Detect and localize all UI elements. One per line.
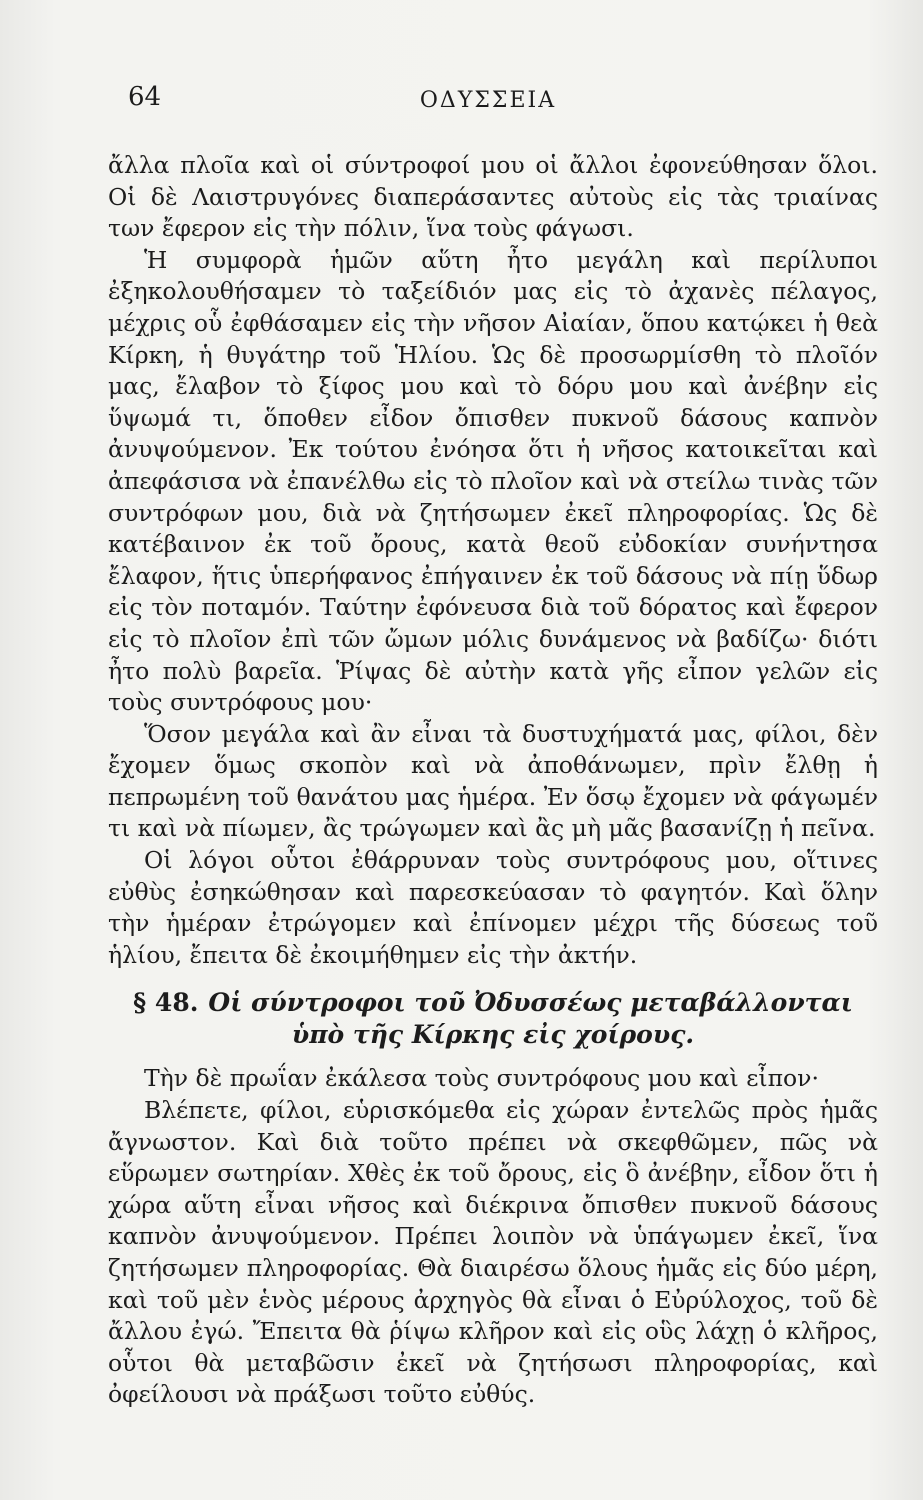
running-head: ΟΔΥΣΣΕΙΑ [419, 88, 557, 113]
paragraph-5: Τὴν δὲ πρωΐαν ἐκάλεσα τοὺς συντρόφους μου καὶ εἶπον· [144, 1064, 819, 1093]
section-heading [108, 987, 878, 1051]
section-number: § 48. [133, 988, 199, 1018]
page-header [108, 82, 868, 118]
page-number: 64 [128, 82, 162, 112]
section-title: Οἱ σύντροφοι τοῦ Ὀδυσσέως μεταβάλλονται ὑπὸ τῆς Κίρκης εἰς χοίρους. [208, 988, 853, 1050]
paragraph-4: Οἱ λόγοι οὗτοι ἐθάρρυναν τοὺς συντρόφους μου, οἵτινες εὐθὺς ἐσηκώθησαν καὶ παρεσκεύασαν τὸ φαγητόν. Καὶ ὅλην τὴν ἡμέραν ἐτρώγομεν καὶ ἐπίνομεν μέχρι τῆς δύσεως τοῦ ἡλίου, ἔπειτα δὲ ἐκοιμήθημεν εἰς τὴν ἀκτήν. [108, 846, 878, 969]
paragraph-3: Ὅσον μεγάλα καὶ ἂν εἶναι τὰ δυστυχήματά μας, φίλοι, δὲν ἔχομεν ὅμως σκοπὸν καὶ νὰ ἀποθάνωμεν, πρὶν ἔλθῃ ἡ πεπρωμένη τοῦ θανάτου μας ἡμέρα. Ἐν ὅσῳ ἔχομεν νὰ φάγωμέν τι καὶ νὰ πίωμεν, ἂς τρώγωμεν καὶ ἂς μὴ μᾶς βασανίζῃ ἡ πεῖνα. [108, 719, 878, 843]
body-text [108, 150, 878, 1411]
paragraph-2: Ἡ συμφορὰ ἡμῶν αὕτη ἦτο μεγάλη καὶ περίλυποι ἐξηκολουθήσαμεν τὸ ταξείδιόν μας εἰς τὸ ἀχανὲς πέλαγος, μέχρις οὗ ἐφθάσαμεν εἰς τὴν νῆσον Αἰαίαν, ὅπου κατῴκει ἡ θεὰ Κίρκη, ἡ θυγάτηρ τοῦ Ἡλίου. Ὡς δὲ προσωρμίσθη τὸ πλοῖόν μας, ἔλαβον τὸ ξίφος μου καὶ τὸ δόρυ μου καὶ ἀνέβην εἰς ὕψωμά τι, ὅποθεν εἶδον ὄπισθεν πυκνοῦ δάσους καπνὸν ἀνυψούμενον. Ἐκ τούτου ἐνόησα ὅτι ἡ νῆσος κατοικεῖται καὶ ἀπεφάσισα νὰ ἐπανέλθω εἰς τὸ πλοῖον καὶ νὰ στείλω τινὰς τῶν συντρόφων μου, διὰ νὰ ζητήσωμεν ἐκεῖ πληροφορίας. Ὡς δὲ κατέβαινον ἐκ τοῦ ὄρους, κατὰ θεοῦ εὐδοκίαν συνήντησα ἔλαφον, ἥτις ὑπερήφανος ἐπήγαινεν ἐκ τοῦ δάσους νὰ πίῃ ὕδωρ εἰς τὸν ποταμόν. Ταύτην ἐφόνευσα διὰ τοῦ δόρατος καὶ ἔφερον εἰς τὸ πλοῖον ἐπὶ τῶν ὤμων μόλις δυνάμενος νὰ βαδίζω· διότι ἦτο πολὺ βαρεῖα. Ῥίψας δὲ αὐτὴν κατὰ γῆς εἶπον γελῶν εἰς τοὺς συντρόφους μου· [108, 245, 878, 717]
paragraph-1: ἄλλα πλοῖα καὶ οἱ σύντροφοί μου οἱ ἄλλοι ἐφονεύθησαν ὅλοι. Οἱ δὲ Λαιστρυγόνες διαπεράσαντες αὐτοὺς εἰς τὰς τριαίνας των ἔφερον εἰς τὴν πόλιν, ἵνα τοὺς φάγωσι. [108, 151, 878, 243]
paragraph-6: Βλέπετε, φίλοι, εὑρισκόμεθα εἰς χώραν ἐντελῶς πρὸς ἡμᾶς ἄγνωστον. Καὶ διὰ τοῦτο πρέπει νὰ σκεφθῶμεν, πῶς νὰ εὕρωμεν σωτηρίαν. Χθὲς ἐκ τοῦ ὄρους, εἰς ὃ ἀνέβην, εἶδον ὅτι ἡ χώρα αὕτη εἶναι νῆσος καὶ διέκρινα ὄπισθεν πυκνοῦ δάσους καπνὸν ἀνυψούμενον. Πρέπει λοιπὸν νὰ ὑπάγωμεν ἐκεῖ, ἵνα ζητήσωμεν πληροφορίας. Θὰ διαιρέσω ὅλους ἡμᾶς εἰς δύο μέρη, καὶ τοῦ μὲν ἑνὸς μέρους ἀρχηγὸς θὰ εἶναι ὁ Εὐρύλοχος, τοῦ δὲ ἄλλου ἐγώ. Ἔπειτα θὰ ῥίψω κλῆρον καὶ εἰς οὓς λάχῃ ὁ κλῆρος, οὗτοι θὰ μεταβῶσιν ἐκεῖ νὰ ζητήσωσι πληροφορίας, καὶ ὀφείλουσι νὰ πράξωσι τοῦτο εὐθύς. [108, 1096, 878, 1409]
